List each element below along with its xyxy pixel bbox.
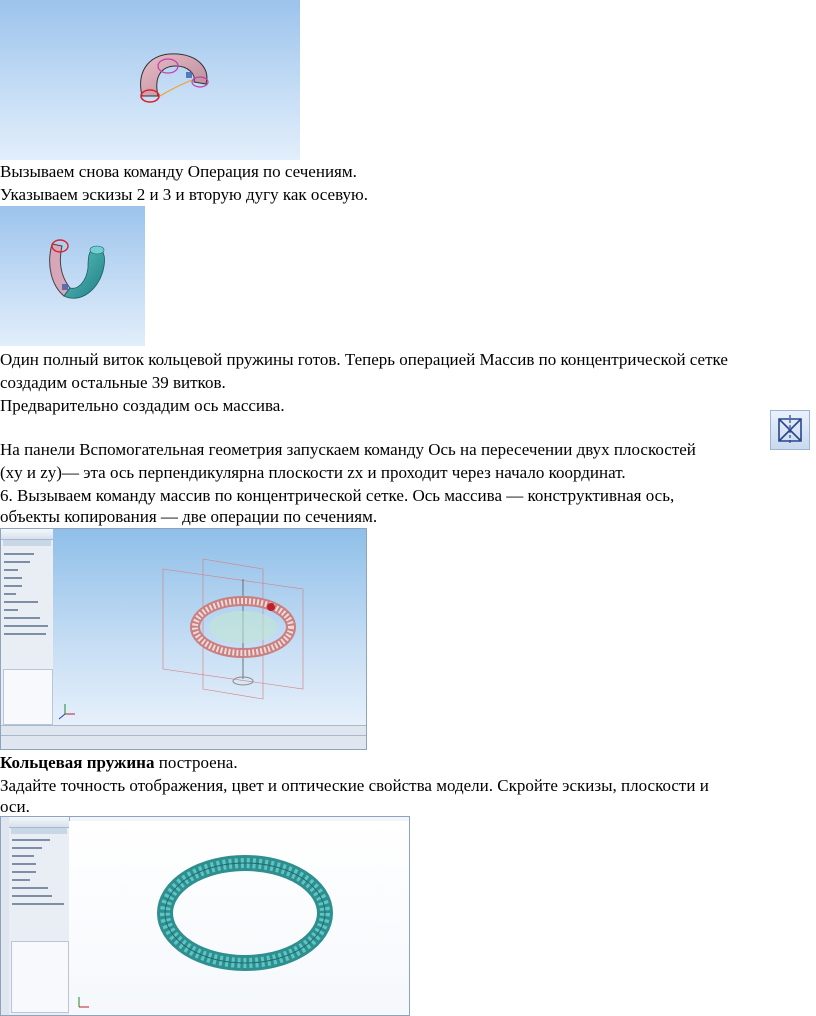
- tree-panel: [9, 817, 70, 1016]
- status-bar: [1, 735, 367, 750]
- axis-intersection-two-planes-icon: [770, 410, 810, 450]
- final-spring-figure: [69, 821, 409, 1016]
- text-rest: построена.: [154, 753, 238, 772]
- half-torus-figure: [0, 0, 300, 160]
- tree-panel: [1, 529, 54, 725]
- text-line: Задайте точность отображения, цвет и оптические свойства модели. Скройте эскизы, плоскости и: [0, 776, 709, 795]
- text-line: оси.: [0, 797, 30, 816]
- viewport-3d[interactable]: [53, 529, 367, 725]
- full-turn-figure: [0, 206, 145, 346]
- screenshot-kompas-array: [0, 528, 367, 750]
- screenshot-final-spring: [0, 816, 410, 1016]
- coil-array-figure: [53, 529, 367, 725]
- text-line: На панели Вспомогательная геометрия запускаем команду Ось на пересечении двух плоскостей: [0, 440, 696, 459]
- text-line: Вызываем снова команду Операция по сечениям.: [0, 162, 357, 181]
- text-line: Один полный виток кольцевой пружины готов. Теперь операцией Массив по концентрической сетке: [0, 350, 728, 369]
- text-line: (xy и zy)— эта ось перпендикулярна плоскости zx и проходит через начало координат.: [0, 463, 626, 482]
- text-line: 6. Вызываем команду массив по концентрической сетке. Ось массива — конструктивная ось,: [0, 486, 675, 505]
- viewport-3d[interactable]: [69, 821, 409, 1016]
- screenshot-half-torus: [0, 0, 300, 160]
- text-line: [0, 752, 238, 773]
- text-line: создадим остальные 39 витков.: [0, 373, 226, 392]
- text-line: объекты копирования — две операции по сечениям.: [0, 507, 378, 526]
- text-line: Предварительно создадим ось массива.: [0, 396, 285, 415]
- screenshot-full-turn: [0, 206, 145, 346]
- text-line: Указываем эскизы 2 и 3 и вторую дугу как осевую.: [0, 185, 368, 204]
- bold-title: Кольцевая пружина: [0, 753, 155, 772]
